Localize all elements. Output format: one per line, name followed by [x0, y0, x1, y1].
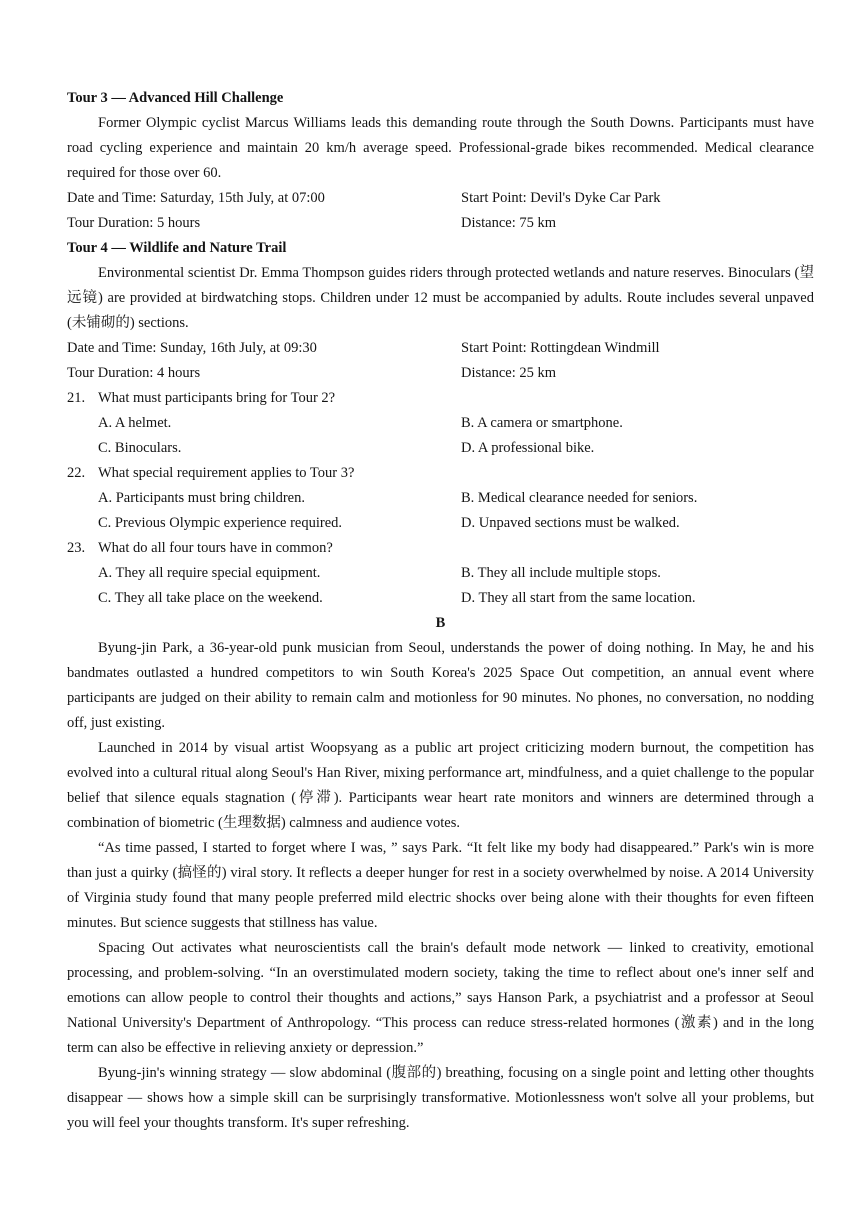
tour4-section [67, 236, 814, 386]
option-row [67, 561, 814, 586]
option-a[interactable]: A. They all require special equipment. [98, 565, 321, 581]
passage-paragraph: Byung-jin Park, a 36-year-old punk musician from Seoul, understands the power of doing nothing. In May, he and his bandmates outlasted a hundred competitors to win South Korea's 2025 Space Out competition, an annual event where participants are judged on their ability to remain calm and motionless for 90 minutes. No phones, no conversation, no nodding off, just existing. [67, 640, 814, 731]
option-d[interactable]: D. A professional bike. [461, 440, 595, 456]
passage-paragraph: “As time passed, I started to forget where I was, ” says Park. “It felt like my body had disappeared.” Park's win is more than just a quirky (搞怪的) viral story. It reflects a deeper hunger for rest in a society overwhelmed by noise. A 2014 University of Virginia study found that many people preferred mild electric shocks over being alone with their thoughts for even fifteen minutes. But science suggests that stillness has value. [67, 840, 814, 931]
tour4-duration: Tour Duration: 4 hours [67, 365, 201, 381]
option-row [67, 511, 814, 536]
question-number: 22. [67, 465, 86, 481]
tour4-info-row-2 [67, 361, 814, 386]
question-text: What special requirement applies to Tour 3? [98, 465, 355, 481]
question-stem [67, 536, 814, 561]
tour4-date-time: Date and Time: Sunday, 16th July, at 09:30 [67, 340, 317, 356]
tour4-description: Environmental scientist Dr. Emma Thompson guides riders through protected wetlands and nature reserves. Binoculars (望远镜) are provided at birdwatching stops. Children under 12 must be accompanied by adults. Route includes several unpaved (未铺砌的) sections. [67, 265, 814, 331]
option-c[interactable]: C. Previous Olympic experience required. [98, 515, 343, 531]
tour3-heading: Tour 3 — Advanced Hill Challenge [67, 90, 284, 106]
passage-paragraph: Launched in 2014 by visual artist Woopsyang as a public art project criticizing modern burnout, the competition has evolved into a cultural ritual along Seoul's Han River, mixing performance art, mindfulness, and a quiet challenge to the popular belief that silence equals stagnation (停滞). Participants wear heart rate monitors and winners are determined through a combination of biometric (生理数据) calmness and audience votes. [67, 740, 814, 831]
tour3-info-row-2 [67, 211, 814, 236]
question-number: 21. [67, 390, 86, 406]
tour4-distance: Distance: 25 km [461, 365, 557, 381]
section-b [67, 611, 814, 1136]
option-row [67, 586, 814, 611]
option-c[interactable]: C. Binoculars. [98, 440, 182, 456]
option-b[interactable]: B. A camera or smartphone. [461, 415, 623, 431]
option-c[interactable]: C. They all take place on the weekend. [98, 590, 323, 606]
option-b[interactable]: B. Medical clearance needed for seniors. [461, 490, 698, 506]
option-d[interactable]: D. Unpaved sections must be walked. [461, 515, 680, 531]
tour4-info-row-1 [67, 336, 814, 361]
question-number: 23. [67, 540, 86, 556]
tour4-start-point: Start Point: Rottingdean Windmill [461, 340, 660, 356]
question-stem [67, 386, 814, 411]
question-23 [67, 536, 814, 611]
option-a[interactable]: A. A helmet. [98, 415, 172, 431]
tour4-heading: Tour 4 — Wildlife and Nature Trail [67, 240, 287, 256]
section-label: B [435, 615, 446, 631]
question-text: What do all four tours have in common? [98, 540, 333, 556]
passage-paragraph: Spacing Out activates what neuroscientists call the brain's default mode network — linked to creativity, emotional processing, and problem-solving. “In an overstimulated modern society, taking the time to reflect about one's inner self and emotions can allow people to control their thoughts and actions,” says Hanson Park, a psychiatrist and a professor at Seoul National University's Department of Anthropology. “This process can reduce stress-related hormones (激素) and in the long term can also be effective in relieving anxiety or depression.” [67, 940, 814, 1056]
passage-paragraph: Byung-jin's winning strategy — slow abdominal (腹部的) breathing, focusing on a single point and letting other thoughts disappear — shows how a simple skill can be surprisingly transformative. Motionlessness won't solve all your problems, but you will feel your thoughts transform. It's super refreshing. [67, 1065, 814, 1131]
option-row [67, 411, 814, 436]
question-21 [67, 386, 814, 461]
tour3-info-row-1 [67, 186, 814, 211]
option-a[interactable]: A. Participants must bring children. [98, 490, 305, 506]
tour3-start-point: Start Point: Devil's Dyke Car Park [461, 190, 661, 206]
option-d[interactable]: D. They all start from the same location. [461, 590, 696, 606]
option-row [67, 486, 814, 511]
tour3-date-time: Date and Time: Saturday, 15th July, at 07:00 [67, 190, 325, 206]
option-b[interactable]: B. They all include multiple stops. [461, 565, 661, 581]
tour3-duration: Tour Duration: 5 hours [67, 215, 201, 231]
option-row [67, 436, 814, 461]
question-22 [67, 461, 814, 536]
question-text: What must participants bring for Tour 2? [98, 390, 336, 406]
tour3-section [67, 86, 814, 236]
tour3-distance: Distance: 75 km [461, 215, 557, 231]
tour3-description: Former Olympic cyclist Marcus Williams leads this demanding route through the South Downs. Participants must have road cycling experience and maintain 20 km/h average speed. Professional-grade bikes recommended. Medical clearance required for those over 60. [67, 115, 814, 181]
question-stem [67, 461, 814, 486]
